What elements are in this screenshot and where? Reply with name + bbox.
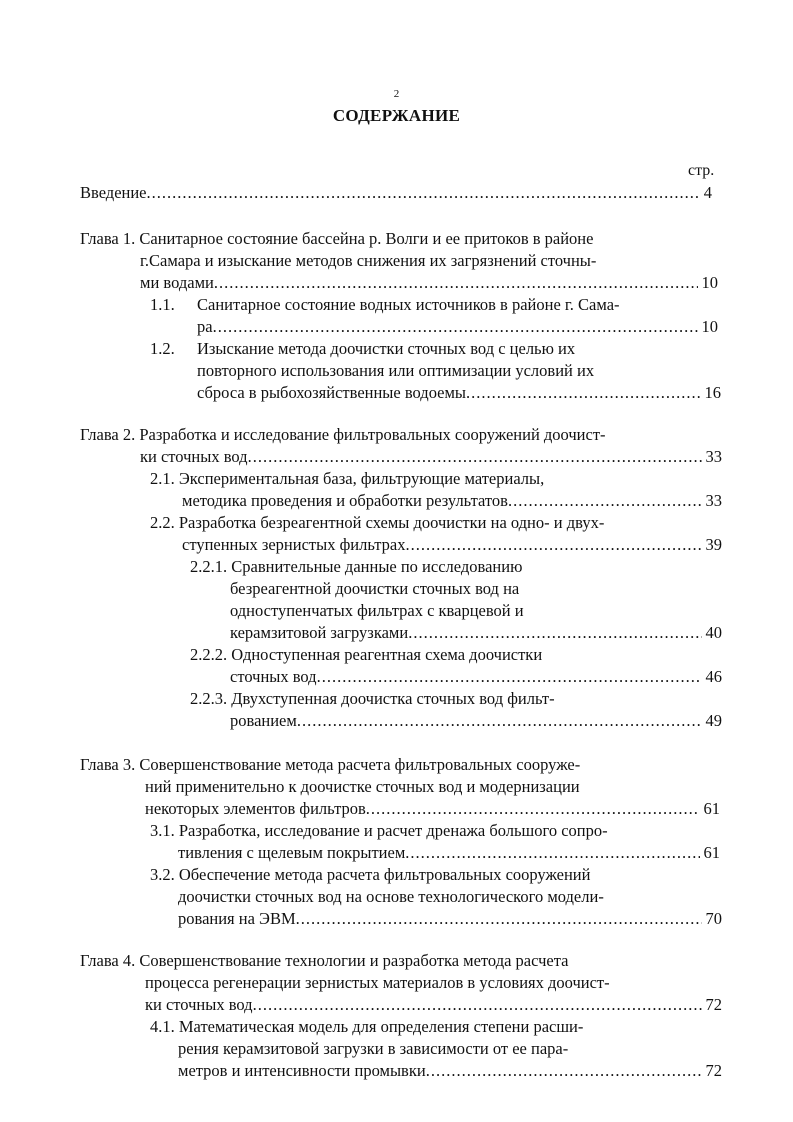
toc-chapter-3-line-3 [145,798,720,820]
toc-section-3-2-line-2: доочистки сточных вод на основе технологического модели- [178,887,604,906]
leader-dots [426,1060,702,1082]
toc-section-number: 1.1. [150,295,175,314]
toc-section-2-2-2-line-1: 2.2.2. Одноступенная реагентная схема доочистки [190,645,543,664]
toc-section-2-2-1-line-4 [230,622,722,644]
toc-section-number: 1.2. [150,339,175,358]
toc-section-2-2-line-1: 2.2. Разработка безреагентной схемы доочистки на одно- и двух- [150,513,605,532]
toc-page-number: 4 [703,183,712,202]
leader-dots [213,316,698,338]
toc-section-2-2-3-line-2 [230,710,722,732]
toc-page-number: 10 [701,273,718,292]
toc-section-2-1-line-2 [182,490,722,512]
toc-section-4-1-line-2: рения керамзитовой загрузки в зависимости от ее пара- [178,1039,569,1058]
leader-dots [405,534,701,556]
toc-page-number: 49 [705,711,722,730]
leader-dots [248,446,702,468]
toc-chapter-1-line-1: Глава 1. Санитарное состояние бассейна р. Волги и ее притоков в районе [80,229,594,248]
toc-section-2-2-1-line-3: одноступенчатых фильтрах с кварцевой и [230,601,524,620]
toc-chapter-2-line-1: Глава 2. Разработка и исследование фильтровальных сооружений доочист- [80,425,606,444]
toc-entry-text: метров и интенсивности промывки [178,1061,426,1080]
toc-chapter-1-line-3 [140,272,718,294]
toc-entry-text: методика проведения и обработки результатов [182,491,508,510]
toc-page-number: 40 [705,623,722,642]
toc-page-number: 16 [704,383,721,402]
toc-page-number: 72 [705,995,722,1014]
leader-dots [466,382,701,404]
toc-chapter-3-line-2: ний применительно к доочистке сточных вод и модернизации [145,777,580,796]
toc-section-1-1-line-1: Санитарное состояние водных источников в районе г. Сама- [197,295,620,314]
toc-entry-text: некоторых элементов фильтров [145,799,366,818]
toc-entry-intro [80,182,712,204]
toc-entry-text: керамзитовой загрузками [230,623,409,642]
leader-dots [296,908,702,930]
toc-section-2-2-3-line-1: 2.2.3. Двухступенная доочистка сточных вод фильт- [190,689,555,708]
toc-section-3-1-line-2 [178,842,720,864]
toc-entry-text: рованием [230,711,297,730]
toc-chapter-4-line-3 [145,994,722,1016]
toc-chapter-1-line-2: г.Самара и изыскание методов снижения их загрязнений сточны- [140,251,597,270]
toc-page-number: 61 [703,799,720,818]
toc-section-2-2-2-line-2 [230,666,722,688]
page-title: СОДЕРЖАНИЕ [332,106,461,125]
toc-page-number: 70 [705,909,722,928]
leader-dots [408,622,701,644]
page-column-label: стр. [688,162,715,179]
toc-section-4-1-line-1: 4.1. Математическая модель для определения степени расши- [150,1017,584,1036]
toc-section-2-2-line-2 [182,534,722,556]
toc-entry-text: ступенных зернистых фильтрах [182,535,406,554]
leader-dots [297,710,702,732]
page-number: 2 [393,88,400,100]
toc-section-3-1-line-1: 3.1. Разработка, исследование и расчет дренажа большого сопро- [150,821,608,840]
toc-entry-text: тивления с щелевым покрытием [178,843,406,862]
leader-dots [405,842,699,864]
toc-section-3-2-line-1: 3.2. Обеспечение метода расчета фильтровальных сооружений [150,865,591,884]
leader-dots [214,272,698,294]
toc-chapter-4-line-2: процесса регенерации зернистых материалов в условиях доочист- [145,973,610,992]
toc-section-1-2-line-1: Изыскание метода доочистки сточных вод с целью их [197,339,576,358]
toc-entry-text: Введение [80,183,147,202]
leader-dots [317,666,702,688]
toc-section-2-2-1-line-2: безреагентной доочистки сточных вод на [230,579,520,598]
toc-entry-text: ки сточных вод [145,995,253,1014]
toc-section-1-1-line-2 [197,316,718,338]
leader-dots [508,490,702,512]
toc-entry-text: сточных вод [230,667,317,686]
toc-entry-text: ми водами [140,273,214,292]
toc-page-number: 39 [705,535,722,554]
toc-page-number: 72 [705,1061,722,1080]
toc-entry-text: ра [197,317,213,336]
toc-section-1-2-line-3 [197,382,721,404]
toc-page-number: 61 [703,843,720,862]
toc-entry-text: рования на ЭВМ [178,909,296,928]
toc-chapter-4-line-1: Глава 4. Совершенствование технологии и разработка метода расчета [80,951,569,970]
toc-section-2-1-line-1: 2.1. Экспериментальная база, фильтрующие материалы, [150,469,545,488]
toc-page-number: 33 [705,491,722,510]
toc-section-4-1-line-3 [178,1060,722,1082]
toc-section-1-2-line-2: повторного использования или оптимизации условий их [197,361,595,380]
toc-page-number: 33 [705,447,722,466]
toc-section-3-2-line-3 [178,908,722,930]
toc-entry-text: ки сточных вод [140,447,248,466]
leader-dots [366,798,700,820]
toc-page-number: 10 [701,317,718,336]
toc-chapter-3-line-1: Глава 3. Совершенствование метода расчета фильтровальных сооруже- [80,755,581,774]
toc-section-2-2-1-line-1: 2.2.1. Сравнительные данные по исследованию [190,557,523,576]
leader-dots [253,994,702,1016]
toc-entry-text: сброса в рыбохозяйственные водоемы [197,383,466,402]
toc-chapter-2-line-2 [140,446,722,468]
leader-dots [147,182,700,204]
toc-page-number: 46 [705,667,722,686]
